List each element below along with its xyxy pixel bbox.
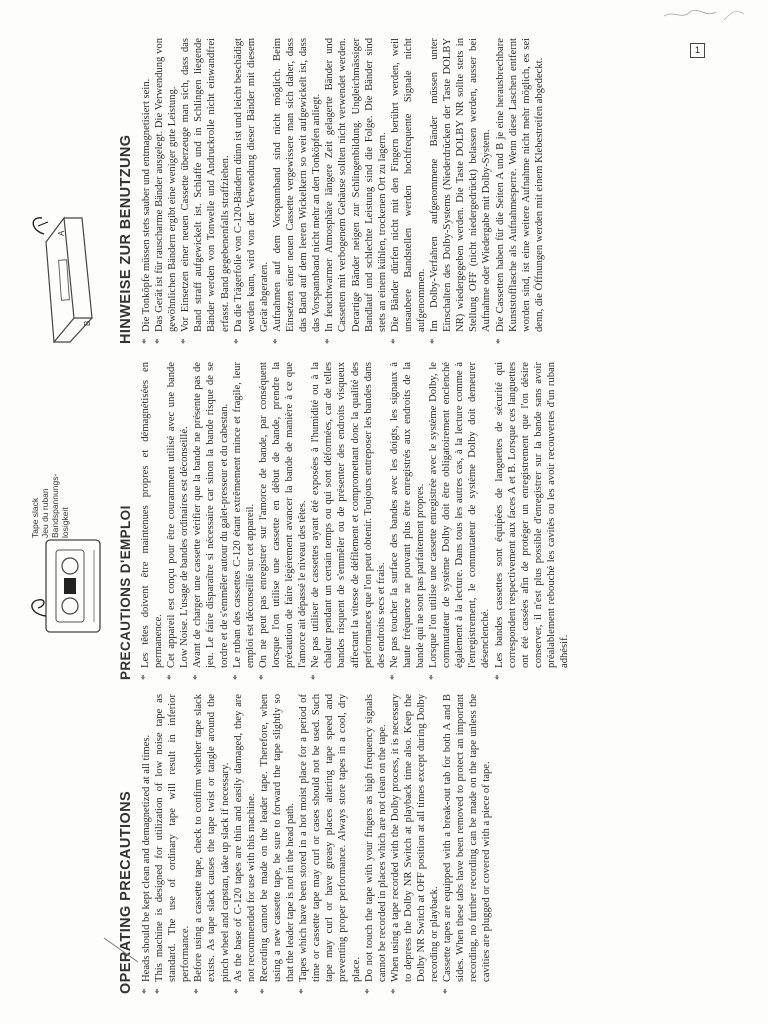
list-item: * Da die Trägerfolie von C-120-Bändern dünn ist und leicht beschädigt werden kann, wird von der Verwendung dieser Bänder mit diesem Gerät abgeraten. (232, 38, 271, 344)
label-losigkeit: losigkeit (60, 507, 70, 538)
tab-b-label: B (83, 320, 92, 326)
german-precautions-list (140, 38, 546, 344)
list-item: * Before using a cassette tape, check to confirm whether tape slack exists. As tape slack causes the tape twist or tangle around the pinch wheel and capstan, take up slack if necessary. (192, 694, 231, 994)
heading-precautions-d-emploi: PRECAUTIONS D'EMPLOI (118, 505, 133, 680)
tab-a-label: A (57, 230, 66, 236)
handwritten-scribble-mark (660, 2, 750, 24)
list-item: * Tapes which have been stored in a hot moist place for a period of time or cassette tape may curl or cases should not be used. Such tape may curl or have greasy places altering tape speed and preventing proper performance. Always store tapes in a cool, dry place. (297, 694, 362, 994)
list-item: * On ne peut pas enregistrer sur l'amorce de bande, par conséquent lorsque l'on utilise une cassette en début de bande, prendre la précaution de faire légèrement avancer la bande de manière à ce que l'amorce ait dépassé le niveau des têtes. (257, 362, 309, 680)
label-tape-slack: Tape slack (30, 497, 40, 538)
section-german (118, 38, 738, 344)
label-jeu-du-ruban: Jeu du ruban (40, 488, 50, 538)
list-item: * Die Tonköpfe müssen stets sauber und entmagnetisiert sein. (140, 38, 153, 344)
label-bandspannungs: Bandspannungs- (50, 473, 60, 538)
list-item: * Cassette tapes are equipped with a break-out tab for both A and B sides. When these tabs have been removed to protect an important recording, no further recording can be made on the tape unless the cavities are plugged or covered with a piece of tape. (441, 694, 493, 994)
french-precautions-list (139, 362, 571, 680)
list-item: * As the base of C-120 tapes are thin and easily damaged, they are not recommended for use with this machine. (232, 694, 258, 994)
cassette-tabs-icon (24, 202, 104, 352)
heading-operating-precautions: OPERATING PRECAUTIONS (118, 790, 134, 994)
list-item: * Ne pas utiliser de cassettes ayant été exposées à l'humidité ou à la chaleur pendant un certain temps ou qui sont déformées, car de telles bandes risquent de s'emmêler ou de présenter des endroits visqueux affectant la vitesse de défilement et compromettant donc la qualité des performances que l'on peut obtenir. Toujours entreposer les bandes dans des endroits secs et frais. (309, 362, 388, 680)
list-item: * Das Gerät ist für rauscharme Bänder ausgelegt. Die Verwendung von gewöhnlichen Bändern ergibt eine weniger gute Leistung. (153, 38, 179, 344)
list-item: * When using a tape recorded with the Dolby process, it is necessary to depress the Dolby NR Switch at playback time also. Keep the Dolby NR Switch at OFF position at all times except during Dolby recording or playback. (389, 694, 441, 994)
section-english (118, 694, 738, 994)
list-item: * Les bandes cassettes sont équipées de languettes de sécurité qui correspondent respectivement aux faces A et B. Lorsque ces languettes ont été cassées afin de protéger un enregistrement que l'on désire conserver, il n'est plus possible d'enregistrer sur la bande sans avoir préalablement rebouché les cavités ou les avoir recouvertes d'un ruban adhésif. (493, 362, 572, 680)
section-french (118, 362, 738, 680)
list-item: * Lorsque l'on utilise une cassette enregistrée avec le système Dolby, le commutateur de système Dolby doit être obligatoirement enclenché également à la lecture. Dans tous les autres cas, à la lecture comme à l'enregistrement, le commutateur de système Dolby doit demeurer désenclenché. (427, 362, 492, 680)
list-item: * Im Dolby-Verfahren aufgenommene Bänder müssen unter Einschalten des Dolby-Systems (Niederdrücken der Taste DOLBY NR) wiedergegeben werden. Die Taste DOLBY NR sollte stets in Stellung OFF (nicht niedergedrückt) belassen werden, ausser bei Aufnahme oder Wiedergabe mit Dolby-System. (428, 38, 493, 344)
cassette-icon (24, 536, 104, 636)
list-item: * Le ruban des cassettes C-120 étant extrêmement mince et fragile, leur emploi est déconseillé sur cet appareil. (231, 362, 257, 680)
pen-stroke-mark (100, 934, 140, 964)
list-item: * Die Bänder dürfen nicht mit den Fingern berührt werden, weil unsaubere Bandstellen werden hochfrequente Signale nicht aufgenommen. (389, 38, 428, 344)
cassette-break-tab-illustration (24, 202, 104, 352)
english-precautions-list (140, 694, 494, 994)
cassette-tape-slack-illustration (24, 436, 104, 636)
list-item: * Avant de charger une cassette vérifier que la bande ne présente pas de jeu. Le faire disparaître si nécessaire car sinon la bande risque de se tordre et de s'emmêler autour du galet-presseur et du cabestan. (191, 362, 230, 680)
list-item: * Les têtes doivent être maintenues propres et démagnétisées en permanence. (139, 362, 165, 680)
list-item: * Die Cassetten haben für die Seiten A und B je eine herausbrechbare Kunststofflasche als Aufnahmesperre. Wenn diese Laschen entfernt worden sind, ist eine weitere Aufnahme nicht mehr möglich, es sei denn, die Öffnungen werden mit einem Klebestreifen abgedeckt. (494, 38, 546, 344)
list-item: * Cet appareil est conçu pour être couramment utilisé avec une bande Low Noise. L'usage de bandes ordinaires est déconseillé. (165, 362, 191, 680)
tape-slack-labels (30, 474, 70, 538)
list-item: * This machine is designed for utilization of low noise tape as standard. The use of ordinary tape will result in inferior performance. (153, 694, 192, 994)
list-item: * Aufnahmen auf dem Vorspannband sind nicht möglich. Beim Einsetzen einer neuen Cassette vergewissere man sich daher, dass das Band auf dem leeren Wickelkern so weit aufgewickelt ist, dass das Vorspannband nicht mehr an den Tonköpfen anliegt. (271, 38, 323, 344)
heading-hinweise-zur-benutzung: HINWEISE ZUR BENUTZUNG (118, 134, 134, 344)
list-item: * Ne pas toucher la surface des bandes avec les doigts, les signaux à haute fréquence ne pouvant plus être enregistrés aux endroits de la bande qui ne sont pas parfaitement propres. (388, 362, 427, 680)
list-item: * In feuchtwarmer Atmosphäre längere Zeit gelagerte Bänder und Cassetten mit verbogenem Gehäuse sollten nicht verwendet werden. Derartige Bänder neigen zur Schlingenbildung. Ungleichmässiger Bandlauf und schlechte Leistung sind die Folge. Die Bänder sind stets an einem kühlen, trockenen Ort zu lagern. (323, 38, 388, 344)
page-number: 1 (690, 43, 705, 58)
list-item: * Do not touch the tape with your fingers as high frequency signals cannot be recorded in places which are not clean on the tape. (363, 694, 389, 994)
list-item: * Heads should be kept clean and demagnetized at all times. (140, 694, 153, 994)
list-item: * Recording cannot be made on the leader tape. Therefore, when using a new cassette tape, be sure to forward the tape slightly so that the leader tape is not in the head path. (258, 694, 297, 994)
list-item: * Vor Einsetzen einer neuen Cassette überzeuge man sich, dass das Band straff aufgewickelt ist. Schlaffe und in Schlingen liegende Bänder werden von Tonwelle und Andruckrolle nicht einwandfrei erfasst. Band gegebenenfalls straffziehen. (179, 38, 231, 344)
